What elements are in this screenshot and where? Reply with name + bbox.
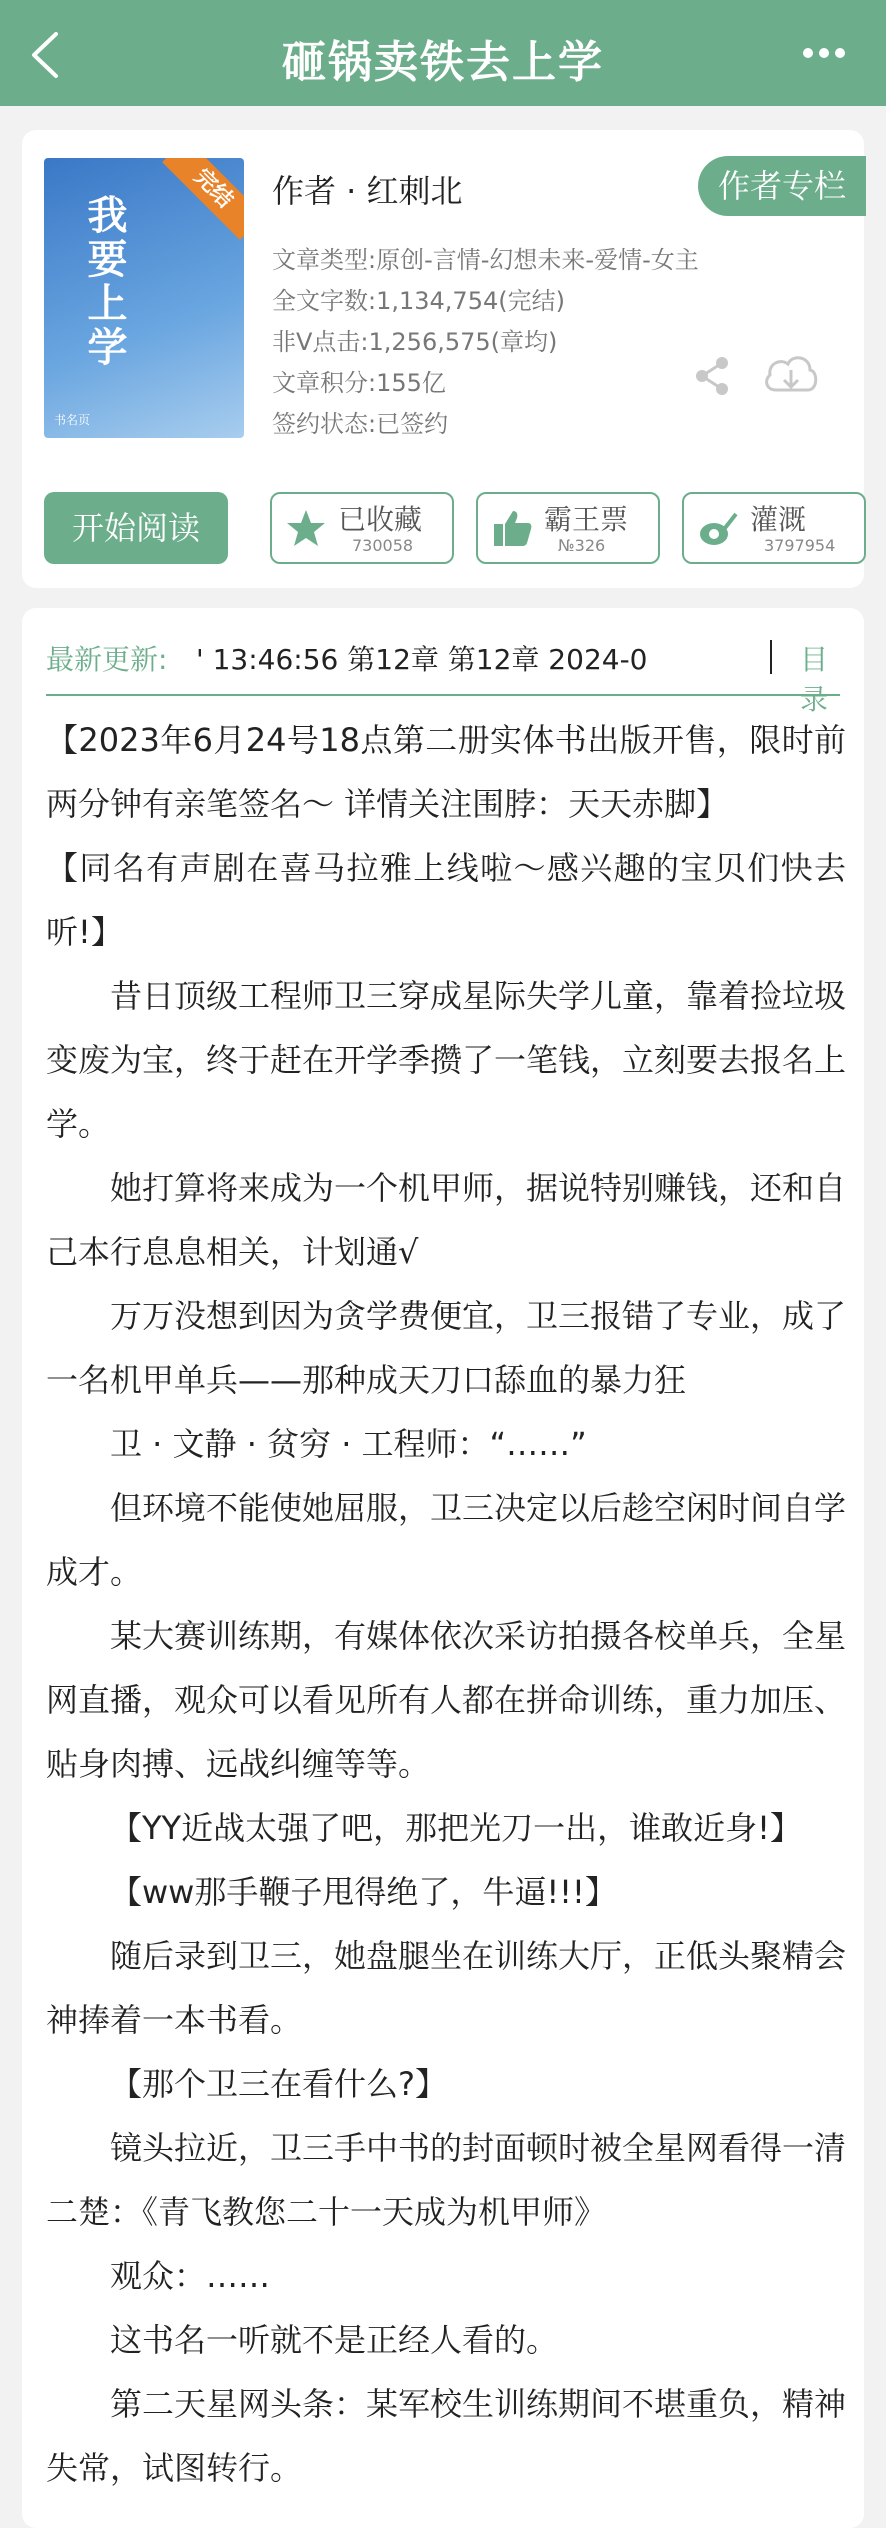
vote-label: 霸王票 [544,503,629,536]
meta-sign: 签约状态:已签约 [272,410,449,438]
meta-score: 文章积分:155亿 [272,369,446,397]
favorite-label: 已收藏 [338,503,423,536]
author-column-button[interactable]: 作者专栏 [698,156,866,216]
author-name[interactable]: 作者 · 红刺北 [272,172,463,210]
intro-paragraph: 卫 · 文静 · 贫穷 · 工程师：“……” [110,1425,587,1463]
intro-paragraph: 这书名一听就不是正经人看的。 [110,2321,559,2359]
cover-subtitle: 书名页 [54,413,91,427]
cover-completed-badge: 完结 [162,158,244,240]
top-bar [0,0,886,106]
download-icon[interactable] [762,352,820,400]
intro-paragraph: 【2023年6月24号18点第二册实体书出版开售，限时前两分钟有亲笔签名～ 详情关注围脖：天天赤脚】 [46,721,846,823]
vote-count: №326 [558,536,606,555]
meta-words: 全文字数:1,134,754(完结) [272,287,565,315]
more-icon[interactable] [802,46,846,60]
water-label: 灌溉 [750,503,807,536]
divider [770,640,772,674]
book-info-card [22,130,864,588]
meta-type: 文章类型:原创-言情-幻想未来-爱情-女主 [272,246,699,274]
book-intro [46,708,846,2500]
favorite-count: 730058 [352,536,414,555]
star-icon [286,508,326,548]
page-title: 砸锅卖铁去上学 [282,37,604,88]
intro-paragraph: 观众：…… [110,2257,271,2295]
latest-update-bar [46,638,840,716]
intro-paragraph: 【ww那手鞭子甩得绝了，牛逼!!!】 [110,1873,617,1911]
intro-paragraph: 万万没想到因为贪学费便宜，卫三报错了专业，成了一名机甲单兵——那种成天刀口舔血的暴力狂 [46,1297,847,1399]
meta-clicks: 非V点击:1,256,575(章均) [272,328,558,356]
vote-button[interactable] [476,492,660,564]
intro-paragraph: 第二天星网头条：某军校生训练期间不堪重负，精神失常，试图转行。 [46,2385,847,2487]
intro-paragraph: 【那个卫三在看什么?】 [110,2065,447,2103]
watering-can-icon [698,508,738,548]
intro-paragraph: 但环境不能使她屈服，卫三决定以后趁空闲时间自学成才。 [46,1489,847,1591]
book-meta [272,240,699,445]
favorite-button[interactable] [270,492,454,564]
intro-paragraph: 随后录到卫三，她盘腿坐在训练大厅，正低头聚精会神捧着一本书看。 [46,1937,847,2039]
water-count: 3797954 [764,536,836,555]
intro-paragraph: 【同名有声剧在喜马拉雅上线啦～感兴趣的宝贝们快去听!】 [46,849,846,951]
intro-card [22,608,864,2528]
book-cover[interactable] [44,158,244,438]
thumbs-up-icon [492,508,532,548]
latest-update-label: 最新更新: [46,643,168,676]
intro-paragraph: 昔日顶级工程师卫三穿成星际失学儿童，靠着捡垃圾变废为宝，终于赶在开学季攒了一笔钱，立刻要去报名上学。 [46,977,847,1143]
intro-paragraph: 她打算将来成为一个机甲师，据说特别赚钱，还和自己本行息息相关，计划通√ [46,1169,847,1271]
intro-paragraph: 【YY近战太强了吧，那把光刀一出，谁敢近身!】 [110,1809,802,1847]
water-button[interactable] [682,492,866,564]
intro-paragraph: 镜头拉近，卫三手中书的封面顿时被全星网看得一清二楚：《青飞教您二十一天成为机甲师》 [46,2129,847,2231]
share-icon[interactable] [694,356,730,396]
latest-update-value[interactable]: ' 13:46:56 第12章 第12章 2024-0 [196,643,648,676]
table-of-contents-link[interactable]: 目录 [800,643,829,716]
cover-title: 我要上学 [81,194,128,370]
intro-paragraph: 某大赛训练期，有媒体依次采访拍摄各校单兵，全星网直播，观众可以看见所有人都在拼命训练，重力加压、贴身肉搏、远战纠缠等等。 [46,1617,847,1783]
start-reading-button[interactable]: 开始阅读 [44,492,228,564]
